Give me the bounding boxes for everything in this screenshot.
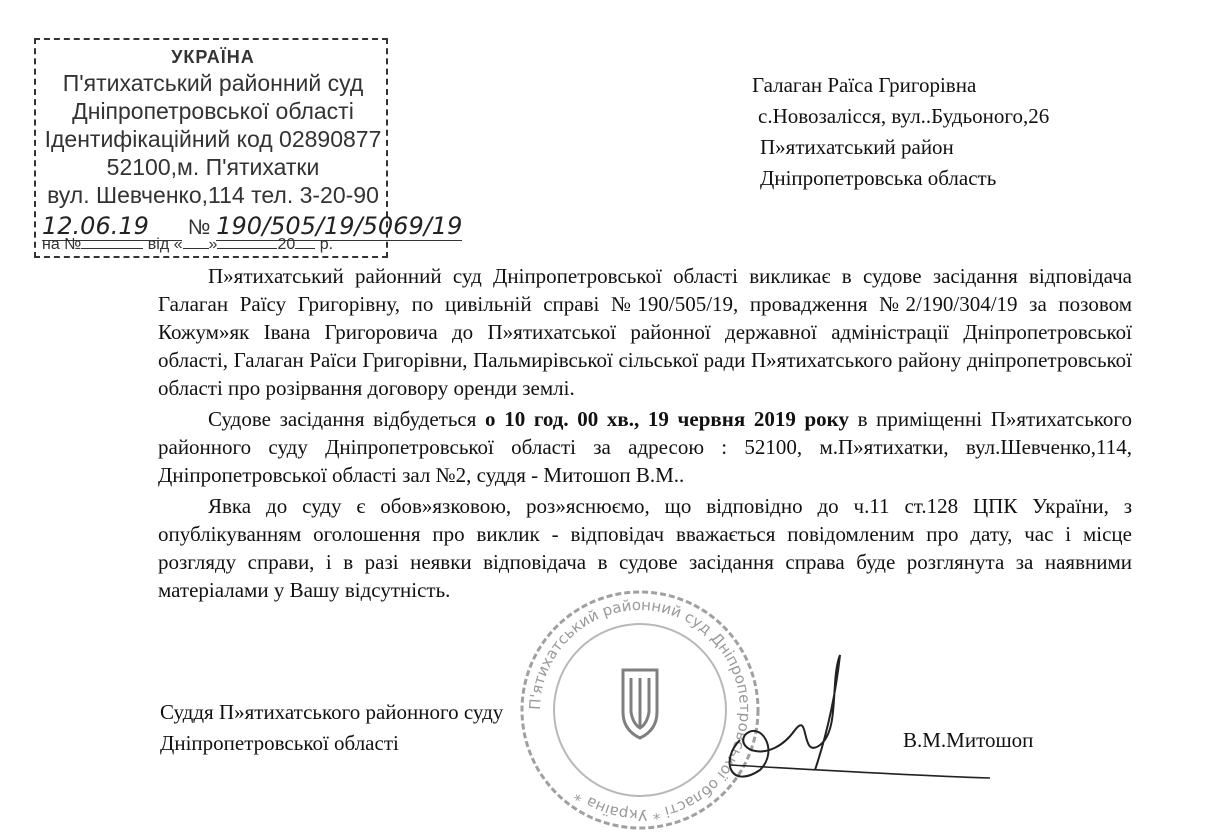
stamp-street: вул. Шевченко,114 тел. 3-20-90 — [47, 182, 379, 208]
summons-body — [158, 262, 1132, 607]
stamp-city: 52100,м. П'ятихатки — [106, 154, 320, 180]
registration-stamp — [34, 38, 463, 258]
stamp-year: 20 — [277, 236, 296, 253]
hearing-location: в приміщенні П»ятихатського районного суду Дніпропетровської області за адресою : 52100, м.П»ятихатки, вул.Шевченко,114, Дніпропетровської області зал №2, суддя - Митошоп В.М.. — [158, 407, 1133, 487]
stamp-id-code: Ідентифікаційний код 02890877 — [44, 126, 382, 152]
addressee-name: Галаган Раїса Григорівна — [752, 73, 977, 97]
signature-title-line-1: Суддя П»ятихатського районного суду — [160, 700, 504, 724]
hearing-datetime: о 10 год. 00 хв., 19 червня 2019 року — [485, 407, 849, 431]
addressee-street: с.Новозалісся, вул..Будьоного,26 — [758, 104, 1050, 128]
stamp-number: 190/505/19/5069/19 — [216, 212, 463, 240]
signature-title — [160, 697, 503, 759]
stamp-region: Дніпропетровської області — [72, 98, 354, 124]
addressee-district: П»ятихатський район — [760, 135, 954, 159]
judge-signature — [700, 650, 1000, 800]
stamp-incoming-row — [42, 236, 382, 256]
stamp-r-label: р. — [319, 236, 334, 253]
addressee-region: Дніпропетровська область — [760, 166, 997, 190]
signature-title-line-2: Дніпропетровської області — [160, 731, 399, 755]
stamp-ref-label: на № — [42, 236, 82, 253]
stamp-date: 12.06.19 — [42, 212, 182, 241]
stamp-country: УКРАЇНА — [171, 47, 255, 67]
signature-name: В.М.Митошоп — [903, 728, 1034, 752]
stamp-court-name: П'ятихатський районний суд — [62, 70, 364, 96]
stamp-from-label: від « — [147, 236, 183, 253]
summons-paragraph-3: Явка до суду є обов»язковою, роз»яснюємо, що відповідно до ч.11 ст.128 ЦПК України, з опублікуванням оголошення про виклик - відповідач вважається повідомленим про дату, час і місце розгляду справи, і в разі неявки відповідача в судове засідання справа буде розглянута за наявними матеріалами у Вашу відсутність. — [158, 494, 1132, 602]
trident-icon — [623, 670, 657, 738]
hearing-intro: Судове засідання відбудеться — [208, 407, 486, 431]
stamp-quote: » — [208, 236, 218, 253]
summons-paragraph-2 — [158, 405, 1132, 489]
stamp-number-label: № — [187, 216, 211, 239]
seal-ring-text: П'ятихатський районний суд Дніпропетровської області * Україна * — [525, 595, 755, 825]
summons-paragraph-1: П»ятихатський районний суд Дніпропетровської області викликає в судове засідання відповідача Галаган Раїсу Григорівну, по цивільній справі №190/505/19, провадження №2/190/304/19 за позовом Кожум»як Івана Григоровича до П»ятихатської районної державної адміністрації Дніпропетровської області, Галаган Раїси Григорівни, Пальмирівської сільської ради П»ятихатського району дніпропетровської області про розірвання договору оренди землі. — [158, 264, 1132, 400]
addressee-block — [752, 70, 1050, 194]
stamp-outgoing-row — [42, 212, 463, 240]
